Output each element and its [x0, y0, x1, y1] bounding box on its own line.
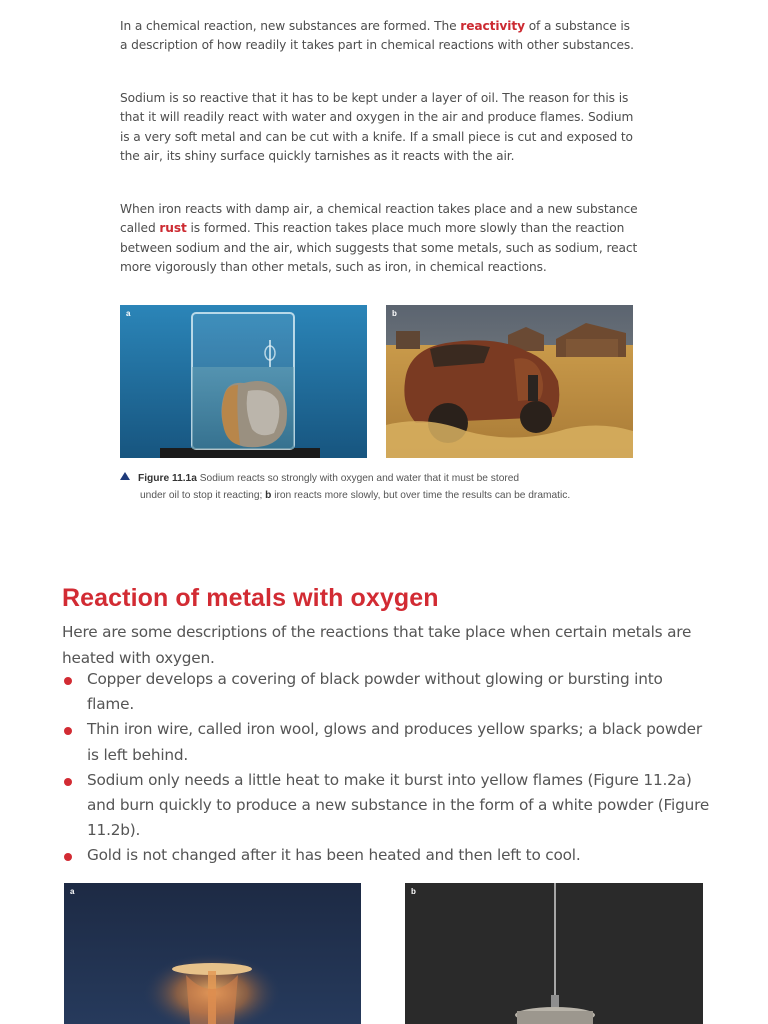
caption-text-3: iron reacts more slowly, but over time the results can be dramatic.: [271, 489, 571, 501]
caption-b-label: b: [265, 489, 272, 501]
photo-rusted-car: [386, 305, 633, 458]
caption-triangle-icon: [120, 472, 130, 480]
figure-label-b: b: [392, 309, 397, 318]
bullet-dot-icon: [64, 727, 72, 735]
bullet-text: Thin iron wire, called iron wool, glows and produces yellow sparks; a black powder is left behind.: [87, 720, 702, 764]
bullet-text: Sodium only needs a little heat to make it burst into yellow flames (Figure 11.2a) and burn quickly to produce a new substance in the form of a white powder (Figure 11.2b).: [87, 770, 710, 840]
bullet-dot-icon: [64, 677, 72, 685]
photo-sodium-beaker: [120, 305, 367, 458]
rusted-car-illustration: [386, 305, 633, 458]
bullet-text: Gold is not changed after it has been heated and then left to cool.: [87, 846, 581, 865]
bullet-list: [62, 667, 712, 869]
paragraph-sodium: Sodium is so reactive that it has to be kept under a layer of oil. The reason for this is that it will readily react with water and oxygen in the air and produce flames. Sodium is a very soft metal and can be cut with a knife. If a small piece is cut and exposed to the air, its shiny surface quickly tarnishes as it reacts with the air.: [120, 91, 634, 164]
figure-label-a: a: [126, 309, 131, 318]
section-intro: Here are some descriptions of the reactions that take place when certain metals are heated with oxygen.: [62, 623, 692, 667]
caption-text-1: Sodium reacts so strongly with oxygen and water that it must be stored: [196, 473, 520, 484]
figure2-label-b: b: [411, 887, 416, 896]
p3-text-pre: When iron reacts with damp air, a chemical reaction takes place and a new substance called: [120, 202, 638, 236]
figure2-label-a: a: [70, 887, 75, 896]
photo-white-powder: [405, 883, 703, 1024]
caption-figure-label: Figure 11.1a: [138, 473, 197, 484]
keyword-rust: rust: [159, 221, 187, 236]
sodium-flame-illustration: [64, 883, 361, 1024]
white-powder-illustration: [405, 883, 703, 1024]
p1-text-pre: In a chemical reaction, new substances are formed. The: [120, 19, 461, 33]
caption-continuation: [120, 488, 630, 505]
bullet-item-gold: [62, 843, 712, 868]
p3-text-post: is formed. This reaction takes place much more slowly than the reaction between sodium and the air, which suggests that some metals, such as sodium, react more vigorously than other metals, such as iron, in chemical reactions.: [120, 221, 638, 275]
photo-sodium-flame: [64, 883, 361, 1024]
paragraph-reactivity: [120, 17, 640, 56]
sodium-beaker-illustration: [120, 305, 367, 458]
bullet-dot-icon: [64, 778, 72, 786]
paragraph-iron: [120, 200, 640, 278]
bullet-dot-icon: [64, 853, 72, 861]
figure-caption: [120, 471, 630, 504]
bullet-item-sodium: [62, 768, 712, 844]
caption-text-2: under oil to stop it reacting;: [140, 489, 266, 501]
p1-text-post: of a substance is a description of how readily it takes part in chemical reactions with other substances.: [120, 19, 634, 53]
bullet-item-copper: [62, 667, 712, 717]
bullet-item-iron: [62, 717, 712, 767]
section-heading: Reaction of metals with oxygen: [62, 584, 439, 612]
bullet-text: Copper develops a covering of black powder without glowing or bursting into flame.: [87, 670, 663, 714]
keyword-reactivity: reactivity: [460, 19, 525, 33]
